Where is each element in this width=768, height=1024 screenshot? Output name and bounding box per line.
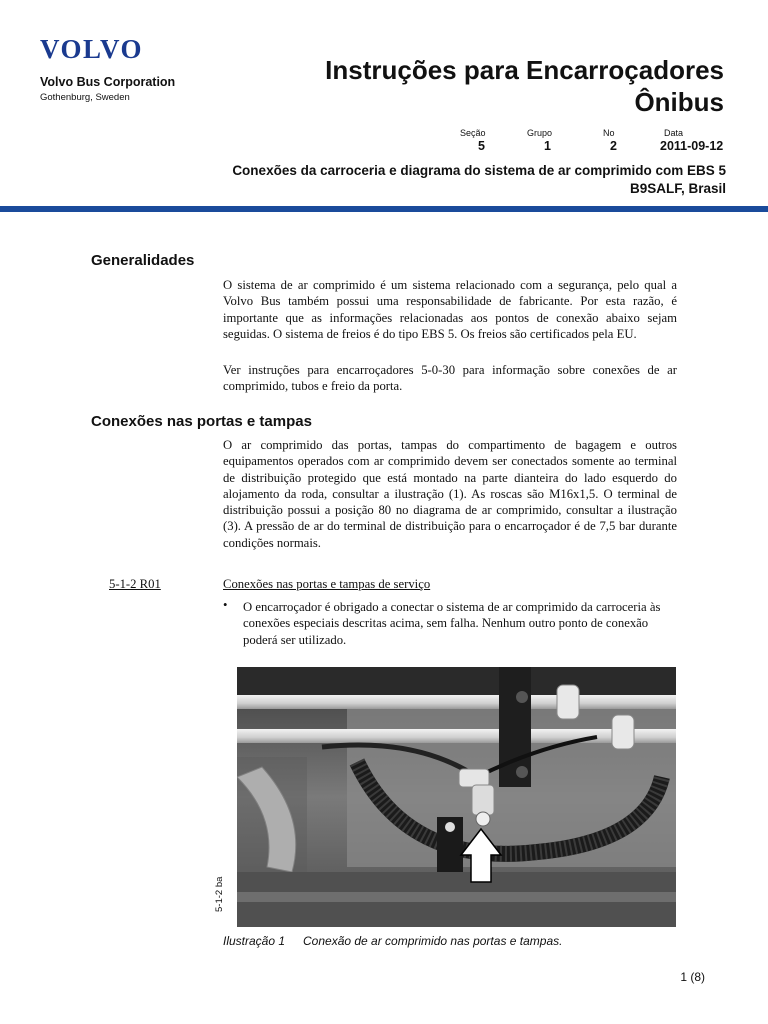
generalidades-paragraph-1: O sistema de ar comprimido é um sistema relacionado com a segurança, pelo qual a Volvo Bus também possui uma responsabilidade de fabricante. Por esta razão, é importante que as informações relacionadas aos pontos de conexão abaixo sejam seguidas. O sistema de freios é do tipo EBS 5. Os freios são certificados pela EU. [223, 278, 677, 341]
company-location: Gothenburg, Sweden [40, 92, 130, 103]
subtitle-line1: Conexões da carroceria e diagrama do sistema de ar comprimido com EBS 5 [232, 163, 726, 178]
company-name: Volvo Bus Corporation [40, 75, 176, 89]
document-title [325, 54, 724, 118]
illustration-photo [237, 667, 676, 927]
meta-value-secao: 5 [478, 139, 485, 153]
section-heading-conexoes: Conexões nas portas e tampas [91, 413, 312, 430]
section-heading-generalidades: Generalidades [91, 252, 195, 269]
volvo-logo: VOLVO [40, 34, 143, 64]
document-subtitle [232, 162, 726, 198]
reference-code: 5-1-2 R01 [109, 577, 161, 591]
page-number: 1 (8) [680, 970, 705, 984]
meta-label-data: Data [664, 128, 684, 138]
generalidades-paragraph-2: Ver instruções para encarroçadores 5-0-30 para informação sobre conexões de ar comprimido, tubos e freio da porta. [223, 363, 677, 394]
meta-label-grupo: Grupo [527, 128, 553, 138]
meta-value-grupo: 1 [544, 139, 551, 153]
meta-value-no: 2 [610, 139, 617, 153]
reference-title: Conexões nas portas e tampas de serviço [223, 577, 431, 591]
figure-caption-number: Ilustração 1 [223, 934, 286, 948]
figure-side-code: 5-1-2 ba [214, 876, 225, 912]
bullet-marker: • [223, 598, 228, 612]
illustration-photo-drawing [237, 667, 676, 927]
figure-caption-text: Conexão de ar comprimido nas portas e tampas. [303, 934, 563, 948]
figure-caption [223, 934, 562, 948]
meta-label-secao: Seção [460, 128, 486, 138]
meta-label-no: No [603, 128, 615, 138]
header-divider-bar [0, 206, 768, 212]
conexoes-paragraph-1: O ar comprimido das portas, tampas do compartimento de bagagem e outros equipamentos operados com ar comprimido devem ser conectados somente ao terminal de distribuição protegido que está montado na parte dianteira do lado esquerdo do alojamento da roda, consultar a ilustração (1). As roscas são M16x1,5. O terminal de distribuição possui a posição 80 no diagrama de ar comprimido, consultar a ilustração (3). A pressão de ar do terminal de distribuição para o encarroçador é de 7,5 bar durante condições normais. [223, 438, 677, 550]
document-title-line1: Instruções para Encarroçadores [325, 55, 724, 85]
meta-value-data: 2011-09-12 [660, 139, 724, 153]
subtitle-line2: B9SALF, Brasil [629, 181, 726, 196]
reference-bullet-text: O encarroçador é obrigado a conectar o sistema de ar comprimido da carroceria às conexões especiais descritas acima, sem falha. Nenhum outro ponto de conexão poderá ser utilizado. [243, 600, 661, 647]
document-title-line2: Ônibus [634, 87, 724, 117]
